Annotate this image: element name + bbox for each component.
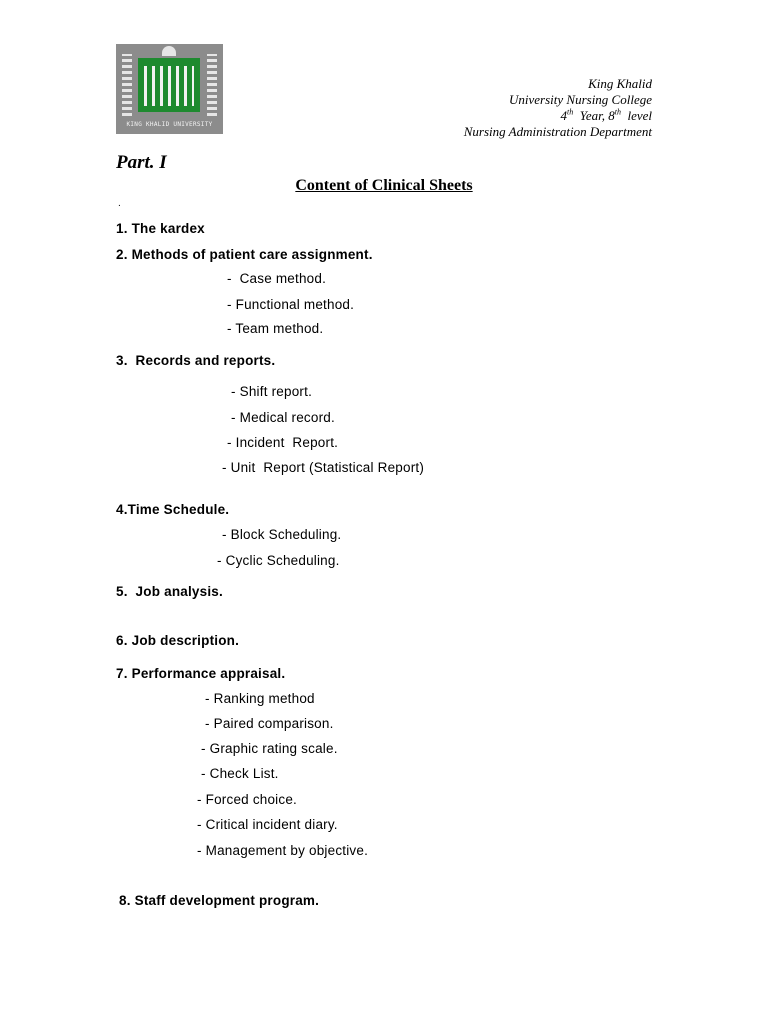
year-text: Year, 8 [573,108,615,123]
logo-dome-shape [162,46,176,56]
subitem-management-by-objective: - Management by objective. [197,843,369,858]
subitem-forced-choice: - Forced choice. [197,792,297,807]
level-suffix: th [614,107,621,117]
item-performance-appraisal: 7. Performance appraisal. [116,666,286,681]
year-suffix: th [567,107,574,117]
document-title: Content of Clinical Sheets [295,177,473,194]
level-text: level [620,108,652,123]
item-time-schedule: 4.Time Schedule. [116,502,230,517]
subitem-cyclic-scheduling: - Cyclic Scheduling. [217,553,340,568]
logo-ornament-right [207,54,217,116]
institution-header [464,76,652,140]
item-records: 3. Records and reports. [116,353,276,368]
header-line-3 [464,108,652,124]
header-line-2: University Nursing College [509,92,652,107]
item-staff-development: 8. Staff development program. [119,893,320,908]
subitem-medical-record: - Medical record. [231,410,335,425]
subitem-paired-comparison: - Paired comparison. [205,716,334,731]
crest-icon [138,58,200,112]
header-line-1: King Khalid [588,76,652,91]
item-methods: 2. Methods of patient care assignment. [116,247,373,262]
subitem-critical-incident-diary: - Critical incident diary. [197,817,338,832]
header-line-4: Nursing Administration Department [463,124,652,139]
subitem-shift-report: - Shift report. [231,384,313,399]
subitem-case-method: - Case method. [227,271,327,286]
year-number: 4 [560,108,568,123]
subitem-incident-report: - Incident Report. [227,435,339,450]
logo-caption: KING KHALID UNIVERSITY [126,121,213,128]
subitem-team-method: - Team method. [227,321,324,336]
stray-mark: . [118,198,121,209]
item-kardex: 1. The kardex [116,221,205,236]
subitem-ranking-method: - Ranking method [205,691,315,706]
subitem-check-list: - Check List. [201,766,279,781]
subitem-graphic-rating-scale: - Graphic rating scale. [201,741,338,756]
item-job-description: 6. Job description. [116,633,240,648]
item-job-analysis: 5. Job analysis. [116,584,223,599]
subitem-unit-report: - Unit Report (Statistical Report) [222,460,425,475]
logo-ornament-left [122,54,132,116]
subitem-functional-method: - Functional method. [227,297,355,312]
subitem-block-scheduling: - Block Scheduling. [222,527,342,542]
part-title: Part. I [116,152,167,173]
crest-calligraphy [144,66,194,106]
university-logo [116,44,223,134]
